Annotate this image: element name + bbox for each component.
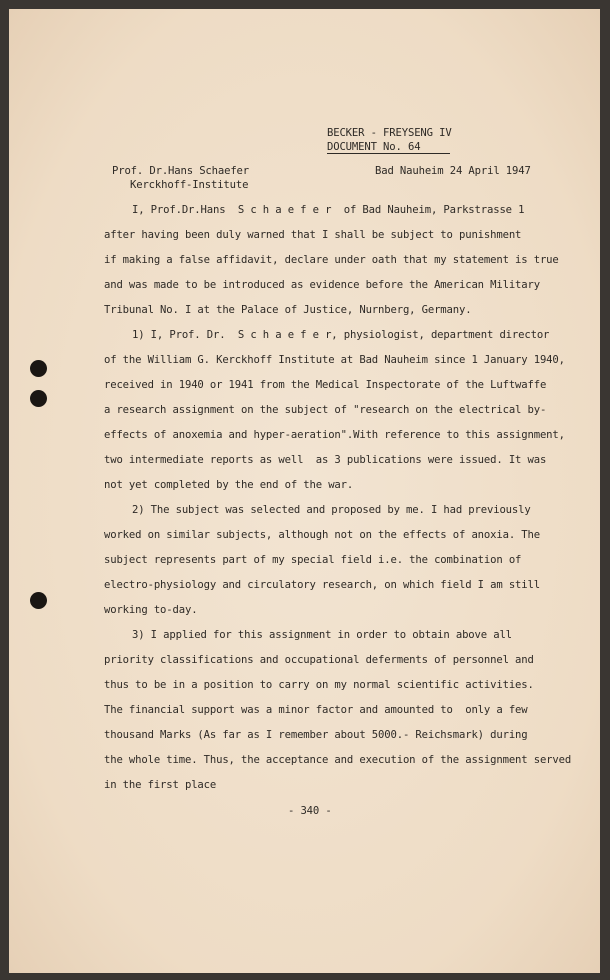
body-line: worked on similar subjects, although not on the effects of anoxia. The (104, 529, 540, 541)
author-institute: Kerckhoff-Institute (130, 179, 249, 191)
body-line: after having been duly warned that I shall be subject to punishment (104, 229, 522, 241)
author-name: Prof. Dr.Hans Schaefer (112, 165, 250, 177)
document-number: DOCUMENT No. 64 (327, 141, 450, 154)
body-line: the whole time. Thus, the acceptance and execution of the assignment served (104, 754, 572, 766)
body-line: electro-physiology and circulatory research, on which field I am still (104, 579, 540, 591)
punch-hole (30, 360, 47, 377)
body-line: I, Prof.Dr.Hans S c h a e f e r of Bad Nauheim, Parkstrasse 1 (132, 204, 525, 216)
body-line: thus to be in a position to carry on my normal scientific activities. (104, 679, 534, 691)
body-line: effects of anoxemia and hyper-aeration".With reference to this assignment, (104, 429, 565, 441)
body-line: if making a false affidavit, declare under oath that my statement is true (104, 254, 559, 266)
body-line: a research assignment on the subject of "research on the electrical by- (104, 404, 547, 416)
body-line: The financial support was a minor factor and amounted to only a few (104, 704, 528, 716)
document-page (9, 9, 600, 973)
body-line: in the first place (104, 779, 217, 791)
body-line: two intermediate reports as well as 3 publications were issued. It was (104, 454, 547, 466)
punch-hole (30, 390, 47, 407)
punch-hole (30, 592, 47, 609)
body-line: received in 1940 or 1941 from the Medical Inspectorate of the Luftwaffe (104, 379, 547, 391)
page-number: - 340 - (288, 805, 332, 817)
body-line: working to-day. (104, 604, 198, 616)
document-header-line1: BECKER - FREYSENG IV (327, 127, 452, 139)
body-line: 2) The subject was selected and proposed by me. I had previously (132, 504, 531, 516)
body-line: subject represents part of my special field i.e. the combination of (104, 554, 522, 566)
body-line: thousand Marks (As far as I remember about 5000.- Reichsmark) during (104, 729, 528, 741)
place-date: Bad Nauheim 24 April 1947 (375, 165, 531, 177)
body-line: and was made to be introduced as evidence before the American Military (104, 279, 540, 291)
body-line: priority classifications and occupational deferments of personnel and (104, 654, 534, 666)
body-line: 3) I applied for this assignment in order to obtain above all (132, 629, 512, 641)
body-line: Tribunal No. I at the Palace of Justice, Nurnberg, Germany. (104, 304, 472, 316)
body-line: 1) I, Prof. Dr. S c h a e f e r, physiologist, department director (132, 329, 550, 341)
body-line: of the William G. Kerckhoff Institute at Bad Nauheim since 1 January 1940, (104, 354, 565, 366)
body-line: not yet completed by the end of the war. (104, 479, 354, 491)
